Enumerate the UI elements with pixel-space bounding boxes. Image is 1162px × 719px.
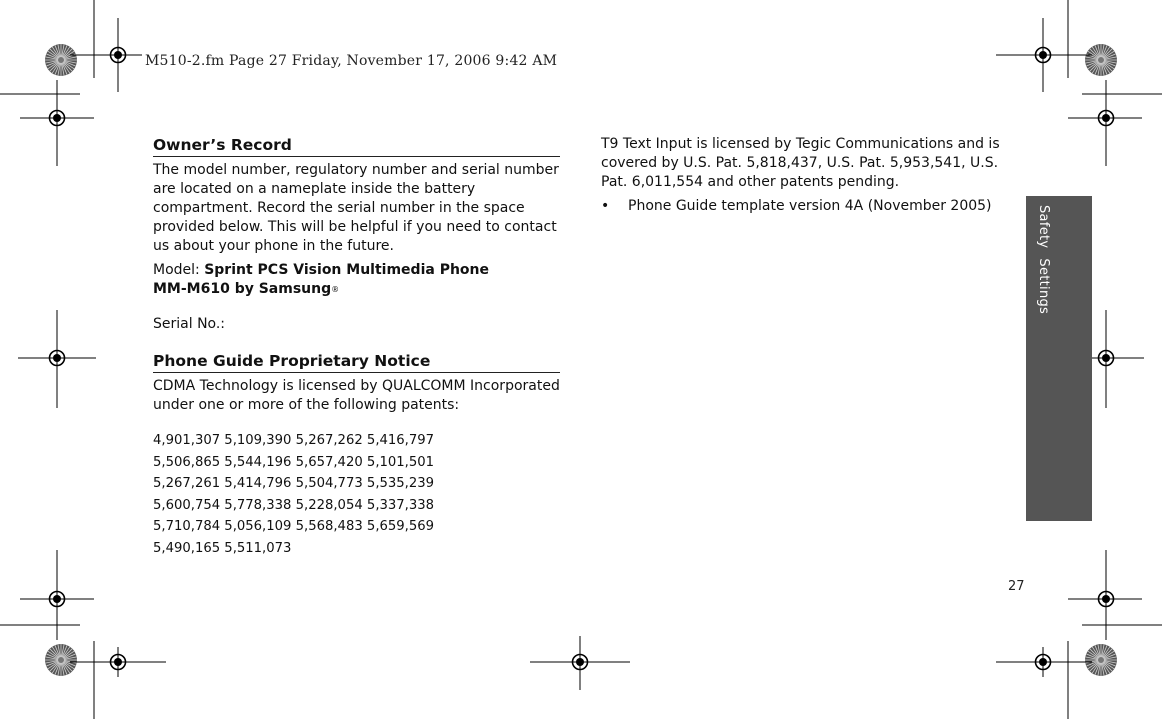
bullet-text: Phone Guide template version 4A (November 2005)	[628, 197, 992, 214]
patent-line: 5,267,261 5,414,796 5,504,773 5,535,239	[153, 476, 435, 492]
model-label: Model:	[153, 262, 205, 278]
proprietary-notice-section	[153, 352, 560, 560]
left-column	[153, 136, 560, 560]
patent-list	[153, 430, 560, 560]
registered-mark: ®	[331, 285, 340, 294]
patent-line: 5,490,165 5,511,073	[153, 540, 292, 556]
side-tab-label-settings: Settings	[1036, 258, 1051, 315]
proprietary-notice-title: Phone Guide Proprietary Notice	[153, 352, 560, 373]
patent-line: 5,506,865 5,544,196 5,657,420 5,101,501	[153, 454, 435, 470]
model-line	[153, 261, 560, 299]
serial-label: Serial No.:	[153, 316, 226, 332]
owners-record-title: Owner’s Record	[153, 136, 560, 157]
t9-license-notice: T9 Text Input is licensed by Tegic Communications and is covered by U.S. Pat. 5,818,437, U.S. Pat. 5,953,541, U.S. Pat. 6,011,554 and other patents pending.	[601, 136, 1000, 191]
print-header: M510-2.fm Page 27 Friday, November 17, 2006 9:42 AM	[145, 53, 558, 69]
model-value-line1: Sprint PCS Vision Multimedia Phone	[204, 262, 489, 278]
proprietary-notice-body: CDMA Technology is licensed by QUALCOMM Incorporated under one or more of the following patents:	[153, 378, 560, 413]
bullet-item	[601, 197, 1011, 216]
patent-line: 5,600,754 5,778,338 5,228,054 5,337,338	[153, 497, 435, 513]
patent-line: 5,710,784 5,056,109 5,568,483 5,659,569	[153, 519, 435, 535]
owners-record-body: The model number, regulatory number and serial number are located on a nameplate inside the battery compartment. Record the serial number in the space provided below. This will be helpful if you need to contact us about your phone in the future.	[153, 162, 559, 254]
right-column	[601, 135, 1011, 216]
side-tab-label	[1036, 205, 1051, 314]
side-tab-label-safety: Safety	[1036, 205, 1051, 249]
model-value-line2: MM-M610 by Samsung	[153, 281, 332, 297]
bullet-icon: •	[601, 197, 610, 214]
patent-line: 4,901,307 5,109,390 5,267,262 5,416,797	[153, 433, 435, 448]
page-number: 27	[1008, 579, 1025, 594]
